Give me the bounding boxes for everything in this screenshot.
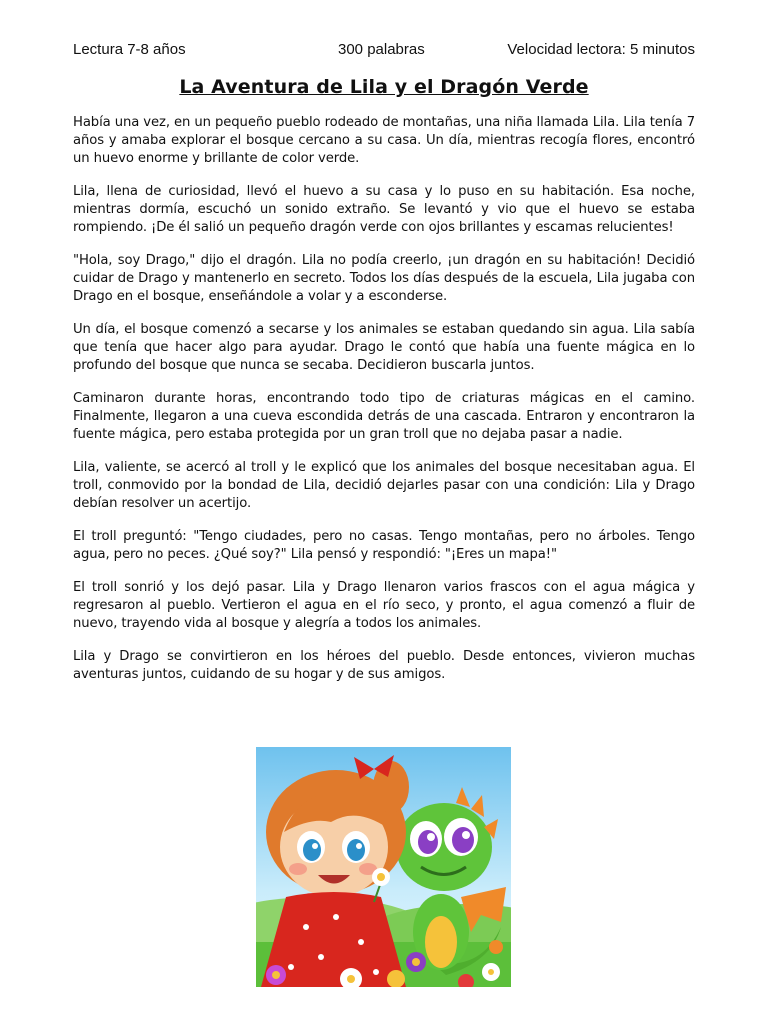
paragraph-2: Lila, llena de curiosidad, llevó el huevo a su casa y lo puso en su habitación. Esa noche, mientras dormía, escuchó un sonido extraño. Se levantó y vio que el huevo se estaba rompiendo. ¡De él salió un pequeño dragón verde con ojos brillantes y escamas relucientes! <box>73 184 695 235</box>
paragraph-3: "Hola, soy Drago," dijo el dragón. Lila no podía creerlo, ¡un dragón en su habitación! Decidió cuidar de Drago y mantenerlo en secreto. Todos los días después de la escuela, Lila jugaba con Drago en el bosque, enseñándole a volar y a esconderse. <box>73 253 695 304</box>
paragraph-6: Lila, valiente, se acercó al troll y le explicó que los animales del bosque necesitaban agua. El troll, conmovido por la bondad de Lila, decidió dejarles pasar con una condición: Lila y Drago debían resolver un acertijo. <box>73 460 695 511</box>
paragraph-7: El troll preguntó: "Tengo ciudades, pero no casas. Tengo montañas, pero no árboles. Tengo agua, pero no peces. ¿Qué soy?" Lila pensó y respondió: "¡Eres un mapa!" <box>73 529 695 562</box>
story-body <box>73 114 695 699</box>
paragraph-8: El troll sonrió y los dejó pasar. Lila y Drago llenaron varios frascos con el agua mágica y regresaron al pueblo. Vertieron el agua en el río seco, y pronto, el agua comenzó a fluir de nuevo, trayendo vida al bosque y alegría a todos los animales. <box>73 580 695 631</box>
paragraph-9: Lila y Drago se convirtieron en los héroes del pueblo. Desde entonces, vivieron muchas aventuras juntos, cuidando de su hogar y de sus amigos. <box>73 649 695 682</box>
paragraph-5: Caminaron durante horas, encontrando todo tipo de criaturas mágicas en el camino. Finalmente, llegaron a una cueva escondida detrás de una cascada. Entraron y encontraron la fuente mágica, pero estaba protegida por un gran troll que no dejaba pasar a nadie. <box>73 391 695 442</box>
story-title: La Aventura de Lila y el Dragón Verde <box>179 76 589 98</box>
word-count: 300 palabras <box>338 41 425 58</box>
page-header <box>73 41 695 63</box>
paragraph-1: Había una vez, en un pequeño pueblo rodeado de montañas, una niña llamada Lila. Lila tenía 7 años y amaba explorar el bosque cercano a su casa. Un día, mientras recogía flores, encontró un huevo enorme y brillante de color verde. <box>73 115 695 166</box>
reading-level: Lectura 7-8 años <box>73 41 186 58</box>
reading-speed: Velocidad lectora: 5 minutos <box>507 41 695 58</box>
paragraph-4: Un día, el bosque comenzó a secarse y los animales se estaban quedando sin agua. Lila sabía que tenía que hacer algo para ayudar. Drago le contó que había una fuente mágica en lo profundo del bosque que nunca se secaba. Decidieron buscarla juntos. <box>73 322 695 373</box>
story-illustration <box>256 747 511 987</box>
girl-and-dragon-image <box>256 747 511 987</box>
